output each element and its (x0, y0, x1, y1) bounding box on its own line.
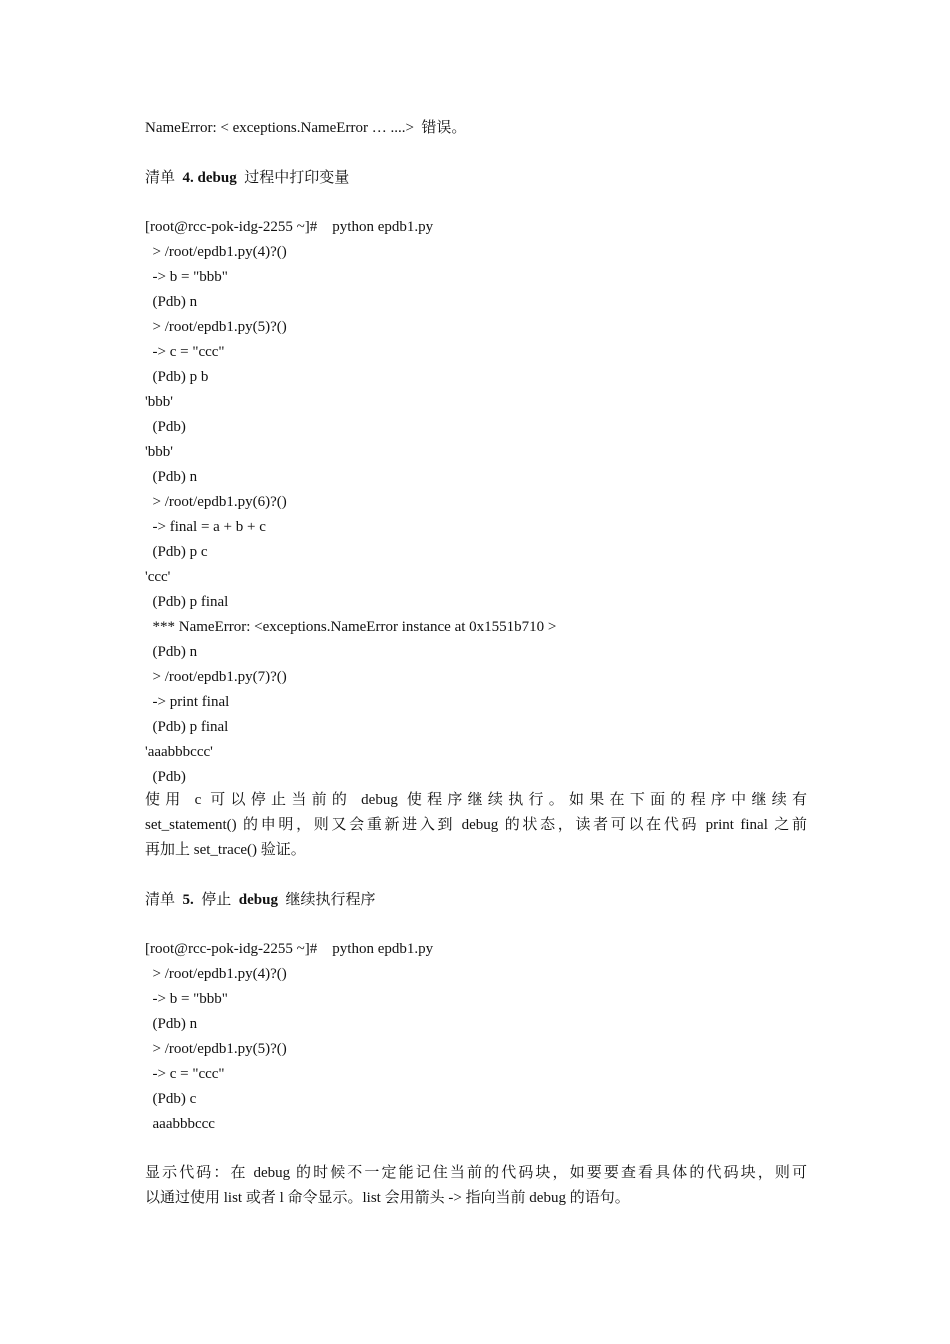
code-line: > /root/epdb1.py(7)?() (145, 669, 287, 685)
code-line: > /root/epdb1.py(5)?() (145, 319, 287, 335)
paragraph-line: 以通过使用 list 或者 l 命令显示。list 会用箭头 -> 指向当前 debug 的语句。 (145, 1190, 630, 1206)
code-line: (Pdb) n (145, 469, 198, 485)
code-line: (Pdb) n (145, 1016, 198, 1032)
code-line: 'bbb' (145, 444, 173, 460)
code-line: -> c = "ccc" (145, 344, 225, 360)
code-line: *** NameError: <exceptions.NameError instance at 0x1551b710 > (145, 619, 557, 635)
show-code-paragraph (145, 1161, 807, 1211)
code-block-listing-5 (145, 937, 433, 1137)
continue-paragraph (145, 788, 807, 863)
code-line: > /root/epdb1.py(5)?() (145, 1041, 287, 1057)
listing-4-heading (145, 168, 349, 188)
paragraph-line: set_statement() 的申明，则又会重新进入到 debug 的状态，读者可以在代码 print final 之前 (145, 817, 807, 833)
code-line: (Pdb) p final (145, 594, 229, 610)
code-line: (Pdb) n (145, 644, 198, 660)
paragraph-line: 再加上 set_trace() 验证。 (145, 842, 306, 858)
code-line: 'bbb' (145, 394, 173, 410)
code-line: (Pdb) (145, 419, 186, 435)
code-line: > /root/epdb1.py(4)?() (145, 966, 287, 982)
listing-5-prefix: 清单 (145, 892, 183, 908)
code-line: [root@rcc-pok-idg-2255 ~]# python epdb1.py (145, 941, 434, 957)
code-line: (Pdb) (145, 769, 186, 785)
listing-4-prefix: 清单 (145, 170, 183, 186)
listing-4-suffix: 过程中打印变量 (236, 170, 350, 186)
intro-line: NameError: < exceptions.NameError … ....> 错误。 (145, 120, 467, 136)
code-line: -> b = "bbb" (145, 269, 228, 285)
code-line: (Pdb) p c (145, 544, 208, 560)
listing-5-suffix: 继续执行程序 (277, 892, 376, 908)
listing-5-keyword: debug (238, 892, 278, 908)
code-line: > /root/epdb1.py(4)?() (145, 244, 287, 260)
code-block-listing-4 (145, 215, 556, 790)
code-line: -> b = "bbb" (145, 991, 228, 1007)
listing-4-keyword: debug (197, 170, 237, 186)
code-line: 'aaabbbccc' (145, 744, 213, 760)
listing-5-heading (145, 890, 375, 910)
code-line: -> c = "ccc" (145, 1066, 225, 1082)
paragraph-line: 显示代码：在 debug 的时候不一定能记住当前的代码块，如要要查看具体的代码块，则可 (145, 1165, 807, 1181)
code-line: [root@rcc-pok-idg-2255 ~]# python epdb1.py (145, 219, 434, 235)
paragraph-line: 使用 c 可以停止当前的 debug 使程序继续执行。如果在下面的程序中继续有 (145, 792, 807, 808)
code-line: -> print final (145, 694, 230, 710)
listing-5-middle: 停止 (193, 892, 239, 908)
code-line: (Pdb) p final (145, 719, 229, 735)
code-line: (Pdb) n (145, 294, 198, 310)
listing-4-number: 4. (182, 170, 194, 186)
code-line: (Pdb) p b (145, 369, 209, 385)
code-line: 'ccc' (145, 569, 171, 585)
listing-5-number: 5. (182, 892, 194, 908)
code-line: -> final = a + b + c (145, 519, 266, 535)
code-line: > /root/epdb1.py(6)?() (145, 494, 287, 510)
code-line: aaabbbccc (145, 1116, 215, 1132)
code-line: (Pdb) c (145, 1091, 197, 1107)
